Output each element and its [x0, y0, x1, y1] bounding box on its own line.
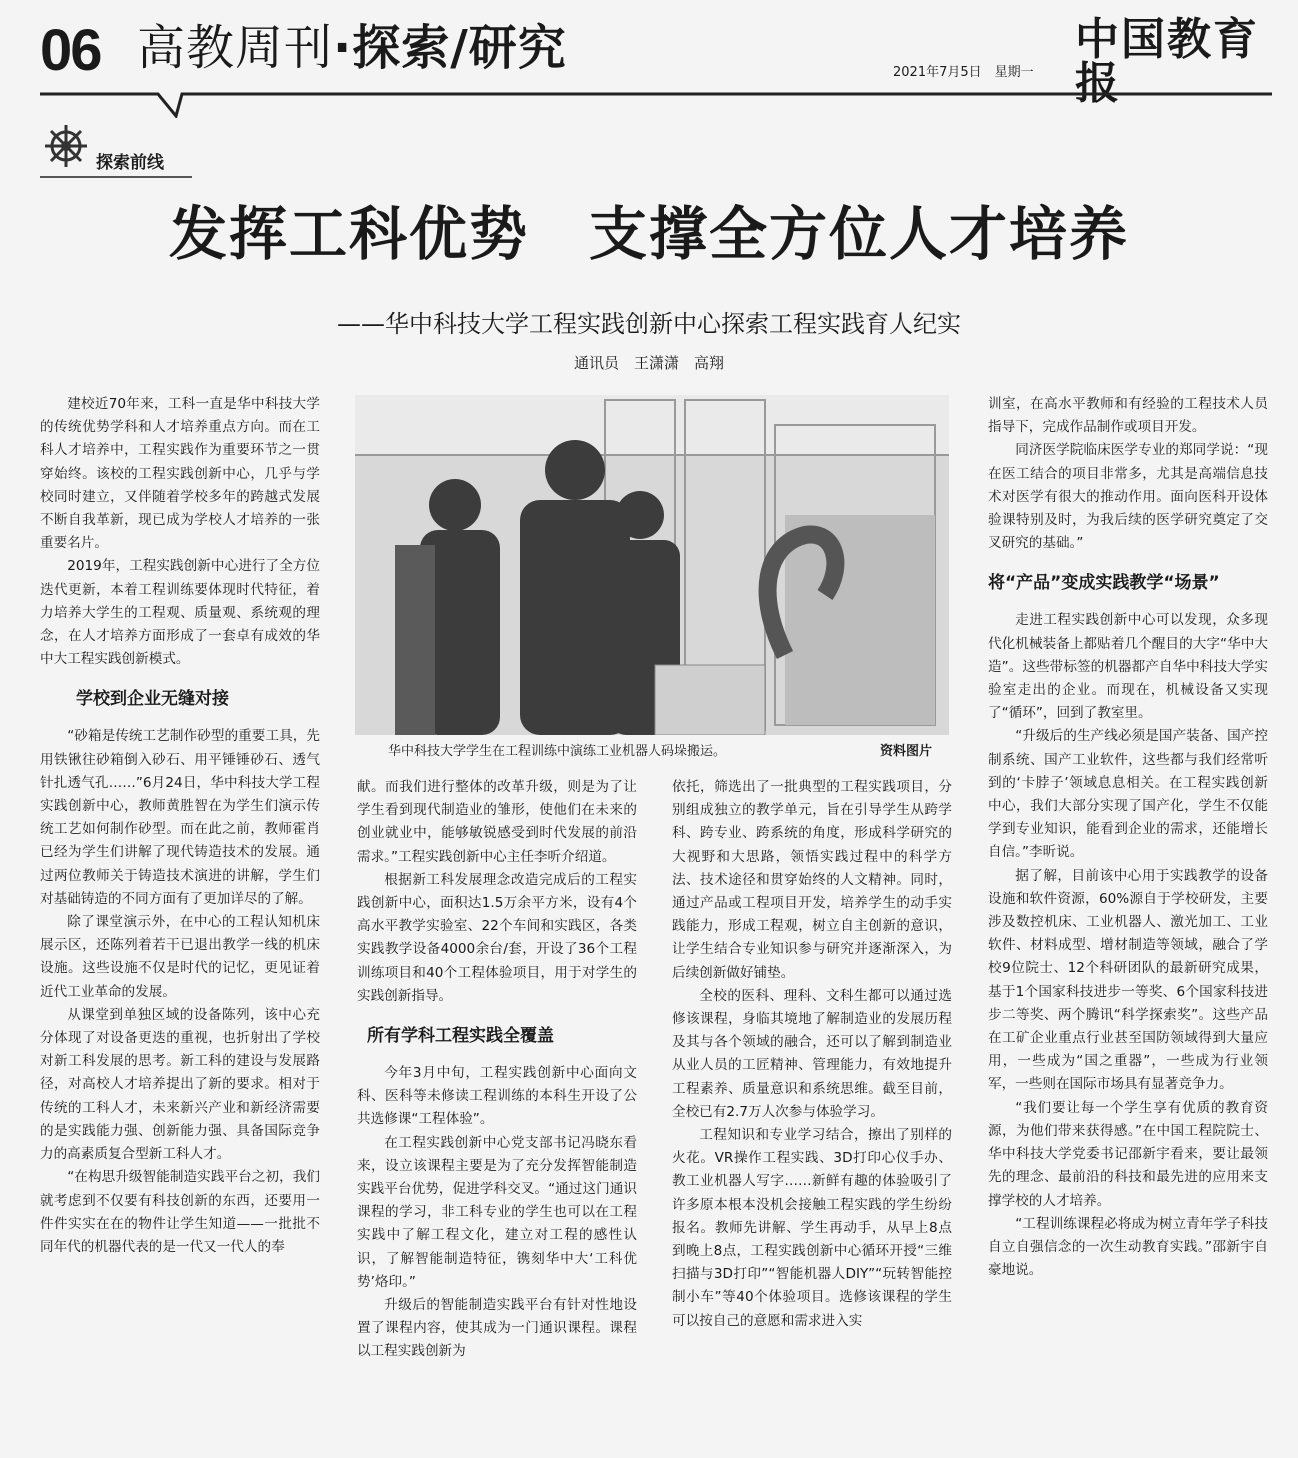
paragraph: 献。而我们进行整体的改革升级，则是为了让学生看到现代制造业的雏形，使他们在未来的创业就业中，能够敏锐感受到时代发展的前沿需求。”工程实践创新中心主任李听介绍道。 — [357, 779, 637, 865]
section-subtitle: 学校到企业无缝对接 — [76, 689, 229, 710]
section-name-dot: · — [333, 20, 353, 76]
paragraph: 2019年，工程实践创新中心进行了全方位迭代更新，本着工程训练要体现时代特征，着力培养大学生的工程观、质量观、系统观的理念，在人才培养方面形成了一套卓有成效的华中大工程实践创新模式。 — [40, 558, 320, 668]
column-4 — [988, 393, 1268, 1282]
article-subheadline: ——华中科技大学工程实践创新中心探索工程实践育人纪实 — [337, 310, 961, 338]
header-rule — [40, 84, 1272, 118]
article-headline: 发挥工科优势 支撑全方位人才培养 — [168, 200, 1129, 268]
section-subtitle: 所有学科工程实践全覆盖 — [367, 1026, 554, 1047]
paragraph: “砂箱是传统工艺制作砂型的重要工具，先用铁锹往砂箱倒入砂石、用平锤锤砂石、透气针扎透气孔……”6月24日，华中科技大学工程实践创新中心，教师黄胜智在为学生们演示传统工艺如何制作砂型。而在此之前，教师霍肖已经为学生们讲解了现代铸造技术的发展。通过两位教师关于铸造技术演进的讲解，学生们对基础铸造的不同方面有了更加详尽的了解。 — [40, 728, 320, 907]
photo-caption: 华中科技大学学生在工程训练中演练工业机器人码垛搬运。 — [388, 744, 727, 759]
paragraph: 在工程实践创新中心党支部书记冯晓东看来，设立该课程主要是为了充分发挥智能制造实践平台优势，促进学科交叉。“通过这门通识课程的学习，非工科专业的学生也可以在工程实践中了解工程文化，建立对工程的感性认识，了解智能制造特征，镌刻华中大‘工科优势’烙印。” — [357, 1134, 637, 1290]
ship-wheel-icon — [45, 125, 87, 167]
column-1 — [40, 393, 320, 1259]
photo-credit: 资料图片 — [880, 744, 933, 759]
paragraph: 从课堂到单独区域的设备陈列，该中心充分体现了对设备更迭的重视，也折射出了学校对新工科发展的思考。新工科的建设与发展路径，对高校人才培养提出了新的要求。相对于传统的工科人才，未来新兴产业和新经济需要的是实践能力强、创新能力强、具备国际竞争力的高素质复合型新工科人才。 — [40, 1006, 320, 1163]
paragraph: 走进工程实践创新中心可以发现，众多现代化机械装备上都贴着几个醒目的大字“华中大造”。这些带标签的机器都产自华中科技大学实验室走出的企业。而现在，机械设备又实现了“循环”，回到了教室里。 — [988, 612, 1268, 722]
column-2 — [357, 776, 637, 1364]
paragraph: 升级后的智能制造实践平台有针对性地设置了课程内容，使其成为一门通识课程。课程以工程实践创新为 — [357, 1297, 637, 1360]
paragraph: “升级后的生产线必须是国产装备、国产控制系统、国产工业软件，这些都与我们经常听到的‘卡脖子’领域息息相关。在工程实践创新中心，我们大部分实现了国产化，学生不仅能学到专业知识，能看到企业的需求，还能增长自信。”李昕说。 — [988, 728, 1268, 861]
paragraph: 同济医学院临床医学专业的郑同学说：“现在医工结合的项目非常多，尤其是高端信息技术对医学有很大的推动作用。面向医科开设体验课特别及时，为我后续的医学研究奠定了交叉研究的基础。” — [988, 442, 1268, 552]
section-subtitle: 将“产品”变成实践教学“场景” — [988, 573, 1220, 594]
paragraph: “在构思升级智能制造实践平台之初，我们就考虑到不仅要有科技创新的东西，还要用一件件实实在在的物件让学生知道——一批批不同年代的机器代表的是一代又一代人的奉 — [40, 1169, 320, 1255]
news-photo — [355, 395, 949, 735]
paragraph: 根据新工科发展理念改造完成后的工程实践创新中心，面积达1.5万余平方米，设有4个高水平教学实验室、22个车间和实践区，各类实践教学设备4000余台/套，开设了36个工程训练项目和40个工程体验项目，用于对学生的实践创新指导。 — [357, 871, 637, 1004]
paragraph: 训室，在高水平教师和有经验的工程技术人员指导下，完成作品制作或项目开发。 — [988, 396, 1268, 436]
section-name-b: 探索/研究 — [352, 20, 567, 76]
paragraph: 依托，筛选出了一批典型的工程实践项目，分别组成独立的教学单元，旨在引导学生从跨学科、跨专业、跨系统的角度，形成科学研究的大视野和大思路，领悟实践过程中的科学方法、技术途径和贯穿始终的人文精神。同时，通过产品或工程项目开发，培养学生的动手实践能力，形成工程观，树立自主创新的意识，让学生结合专业知识参与研究并逐渐深入，为后续创新做好铺垫。 — [672, 779, 952, 981]
column-3 — [672, 776, 952, 1333]
page-number: 06 — [40, 18, 101, 83]
paragraph: “工程训练课程必将成为树立青年学子科技自立自强信念的一次生动教育实践。”邵新宇自豪地说。 — [988, 1215, 1268, 1279]
column-tag-label: 探索前线 — [96, 153, 164, 173]
paragraph: 工程知识和专业学习结合，擦出了别样的火花。VR操作工程实践、3D打印心仪手办、教工业机器人写字……新鲜有趣的体验吸引了许多原本根本没机会接触工程实践的学生纷纷报名。教师先讲解、学生再动手，从早上8点到晚上8点，工程实践创新中心循环开授“三维扫描与3D打印”“智能机器人DIY”“玩转智能控制小车”等40个体验项目。选修该课程的学生可以按自己的意愿和需求进入实 — [672, 1127, 952, 1329]
section-name — [137, 20, 567, 76]
paragraph: 建校近70年来，工科一直是华中科技大学的传统优势学科和人才培养重点方向。而在工科人才培养中，工程实践作为重要环节之一贯穿始终。该校的工程实践创新中心，几乎与学校同时建立，又伴随着学校多年的跨越式发展不断自我革新，现已成为学校人才培养的一张重要名片。 — [40, 396, 320, 552]
section-name-a: 高教周刊 — [137, 20, 334, 76]
paragraph: “我们要让每一个学生享有优质的教育资源，为他们带来获得感。”在中国工程院院士、华中科技大学党委书记邵新宇看来，要让最领先的理念、最前沿的科技和最先进的应用来支撑学校的人才培养。 — [988, 1099, 1268, 1209]
paragraph: 据了解，目前该中心用于实践教学的设备设施和软件资源，60%源自于学校研发，主要涉及数控机床、工业机器人、激光加工、工业软件、材料成型、增材制造等领域，融合了学校9位院士、12个科研团队的最新研究成果，基于1个国家科技进步一等奖、6个国家科技进步二等奖、两个腾讯“科学探索奖”。这些产品在工矿企业重点行业甚至国防领域得到大量应用，一些成为“国之重器”，一些成为行业领军，一些则在国际市场具有显著竞争力。 — [988, 867, 1268, 1093]
paragraph: 今年3月中旬，工程实践创新中心面向文科、医科等未修读工程训练的本科生开设了公共选修课“工程体验”。 — [357, 1065, 637, 1128]
paragraph: 除了课堂演示外，在中心的工程认知机床展示区，还陈列着若干已退出教学一线的机床设施。这些设施不仅是时代的记忆，更见证着近代工业革命的发展。 — [40, 914, 320, 1000]
newspaper-masthead: 中国教育报 — [1075, 14, 1259, 109]
issue-date: 2021年7月5日 星期一 — [893, 65, 1034, 80]
article-byline: 通讯员 王潇潇 高翔 — [573, 354, 724, 372]
paragraph: 全校的医科、理科、文科生都可以通过选修该课程，身临其境地了解制造业的发展历程及其与各个领域的融合，还可以了解到制造业从业人员的工匠精神、管理能力，有效地提升工程素养、质量意识和系统思维。截至目前，全校已有2.7万人次参与体验学习。 — [672, 987, 952, 1120]
